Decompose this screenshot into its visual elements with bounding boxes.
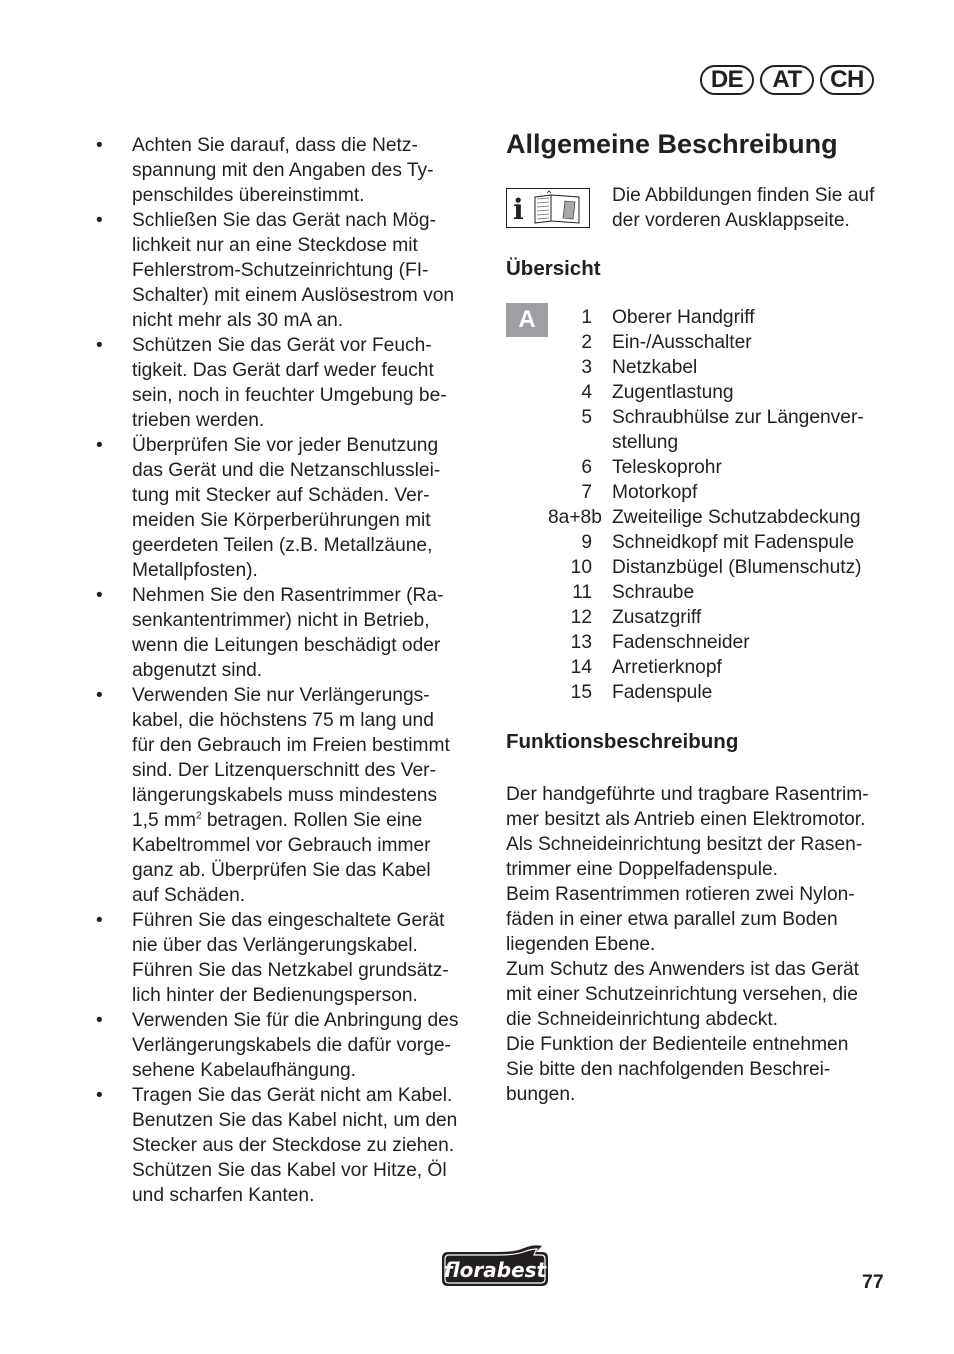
function-line: mer besitzt als Antrieb einen Elektromotor. <box>506 809 866 830</box>
legend-item <box>548 380 864 405</box>
function-line: Der handgeführte und tragbare Rasentrim- <box>506 784 869 805</box>
function-line: trimmer eine Doppelfadenspule. <box>506 859 778 880</box>
bullet-line: penschildes übereinstimmt. <box>132 185 365 206</box>
legend-item <box>548 405 864 455</box>
legend-label: Schraubhülse zur Längenver- <box>612 407 864 428</box>
legend-label: Teleskoprohr <box>612 457 722 478</box>
legend-label: Ein-/Ausschalter <box>612 332 752 353</box>
function-line: Sie bitte den nachfolgenden Beschrei- <box>506 1059 831 1080</box>
legend-item <box>548 655 864 680</box>
legend-label: Zweiteilige Schutzabdeckung <box>612 507 861 528</box>
info-line: der vorderen Ausklappseite. <box>612 210 850 231</box>
parts-list <box>548 305 864 705</box>
legend-number: 6 <box>581 457 592 478</box>
bullet-dot: • <box>96 1010 103 1031</box>
bullet-line: Schalter) mit einem Auslösestrom von <box>132 285 455 306</box>
function-line: Beim Rasentrimmen rotieren zwei Nylon- <box>506 884 855 905</box>
bullet-item <box>96 908 486 1008</box>
bullet-line: Benutzen Sie das Kabel nicht, um den <box>132 1110 458 1131</box>
bullet-line: Metallpfosten). <box>132 560 258 581</box>
bullet-line: meiden Sie Körperberührungen mit <box>132 510 431 531</box>
bullet-line-cross-section <box>132 808 486 833</box>
badge-ch: CH <box>820 65 874 95</box>
bullet-line: nie über das Verlängerungskabel. <box>132 935 418 956</box>
function-line: liegenden Ebene. <box>506 934 656 955</box>
figure-a-label: A <box>506 303 548 337</box>
legend-number: 4 <box>581 382 592 403</box>
book-info-icon <box>506 188 590 228</box>
legend-item <box>548 480 864 505</box>
function-line: Zum Schutz des Anwenders ist das Gerät <box>506 959 860 980</box>
bullet-line: nicht mehr als 30 mA an. <box>132 310 344 331</box>
legend-item <box>548 330 864 355</box>
legend-label: Zusatzgriff <box>612 607 702 628</box>
bullet-item <box>96 208 486 333</box>
logo-text: florabest <box>443 1258 547 1282</box>
parts-legend <box>506 305 906 705</box>
bullet-item <box>96 1008 486 1083</box>
bullet-item <box>96 133 486 208</box>
country-badges <box>700 65 874 95</box>
bullet-line: Verwenden Sie für die Anbringung des <box>132 1010 459 1031</box>
description-column <box>506 120 906 1107</box>
legend-number: 2 <box>581 332 592 353</box>
legend-item <box>548 630 864 655</box>
bullet-line: sind. Der Litzenquerschnitt des Ver- <box>132 760 436 781</box>
bullet-line: Kabeltrommel vor Gebrauch immer <box>132 835 431 856</box>
info-icon-letter: i <box>513 193 524 226</box>
bullet-dot: • <box>96 585 103 606</box>
bullet-line: senkantentrimmer) nicht in Betrieb, <box>132 610 430 631</box>
legend-label: Zugentlastung <box>612 382 734 403</box>
bullet-line: Schützen Sie das Gerät vor Feuch- <box>132 335 432 356</box>
overview-heading: Übersicht <box>506 257 601 280</box>
legend-number: 9 <box>581 532 592 553</box>
legend-label: Oberer Handgriff <box>612 307 755 328</box>
bullet-line: lichkeit nur an eine Steckdose mit <box>132 235 418 256</box>
badge-at: AT <box>760 65 814 95</box>
bullet-line: und scharfen Kanten. <box>132 1185 315 1206</box>
bullet-line: Tragen Sie das Gerät nicht am Kabel. <box>132 1085 453 1106</box>
function-line: Die Funktion der Bedienteile entnehmen <box>506 1034 849 1055</box>
function-line: Als Schneideinrichtung besitzt der Rasen- <box>506 834 863 855</box>
bullet-line: tigkeit. Das Gerät darf weder feucht <box>132 360 434 381</box>
legend-label: Netzkabel <box>612 357 698 378</box>
function-line: mit einer Schutzeinrichtung versehen, die <box>506 984 858 1005</box>
legend-item <box>548 580 864 605</box>
bullet-line: kabel, die höchstens 75 m lang und <box>132 710 434 731</box>
bullet-line: Führen Sie das eingeschaltete Gerät <box>132 910 445 931</box>
bullet-item <box>96 683 486 908</box>
bullet-line: für den Gebrauch im Freien bestimmt <box>132 735 450 756</box>
info-text <box>612 183 874 233</box>
bullet-line: das Gerät und die Netzanschlusslei- <box>132 460 441 481</box>
bullet-dot: • <box>96 435 103 456</box>
bullet-dot: • <box>96 910 103 931</box>
bullet-line: Stecker aus der Steckdose zu ziehen. <box>132 1135 455 1156</box>
legend-label: Fadenschneider <box>612 632 750 653</box>
legend-label: stellung <box>612 432 679 453</box>
legend-item <box>548 530 864 555</box>
info-line: Die Abbildungen finden Sie auf <box>612 185 875 206</box>
bullet-dot: • <box>96 1085 103 1106</box>
bullet-line: lich hinter der Bedienungsperson. <box>132 985 418 1006</box>
bullet-line: Fehlerstrom-Schutzeinrichtung (FI- <box>132 260 429 281</box>
legend-item <box>548 505 864 530</box>
bullet-line: tung mit Stecker auf Schäden. Ver- <box>132 485 430 506</box>
bullet-item <box>96 433 486 583</box>
bullet-line: Achten Sie darauf, dass die Netz- <box>132 135 418 156</box>
safety-bullet-list <box>96 133 486 1208</box>
bullet-line: Verlängerungskabels die dafür vorge- <box>132 1035 451 1056</box>
bullet-line: sehene Kabelaufhängung. <box>132 1060 357 1081</box>
bullet-line: Schließen Sie das Gerät nach Mög- <box>132 210 436 231</box>
legend-number: 5 <box>581 407 592 428</box>
bullet-line: auf Schäden. <box>132 885 246 906</box>
legend-label: Fadenspule <box>612 682 713 703</box>
legend-number: 8a+8b <box>548 507 602 528</box>
legend-number: 13 <box>570 632 592 653</box>
bullet-line: Überprüfen Sie vor jeder Benutzung <box>132 435 439 456</box>
legend-label: Schraube <box>612 582 695 603</box>
legend-item <box>548 605 864 630</box>
legend-item <box>548 455 864 480</box>
bullet-dot: • <box>96 335 103 356</box>
bullet-item <box>96 333 486 433</box>
badge-de: DE <box>700 65 754 95</box>
function-line: bungen. <box>506 1084 576 1105</box>
info-note <box>506 183 906 233</box>
cross-section-text: betragen. Rollen Sie eine <box>201 810 423 831</box>
legend-number: 11 <box>572 582 592 603</box>
bullet-item <box>96 583 486 683</box>
legend-number: 14 <box>570 657 592 678</box>
legend-number: 12 <box>570 607 592 628</box>
bullet-line: trieben werden. <box>132 410 265 431</box>
legend-label: Distanzbügel (Blumenschutz) <box>612 557 862 578</box>
bullet-line: Verwenden Sie nur Verlängerungs- <box>132 685 430 706</box>
legend-item <box>548 355 864 380</box>
bullet-dot: • <box>96 210 103 231</box>
page-number: 77 <box>862 1271 884 1293</box>
florabest-logo <box>438 1244 552 1295</box>
superscript-2: 2 <box>195 810 202 822</box>
legend-number: 3 <box>581 357 592 378</box>
function-heading: Funktionsbeschreibung <box>506 730 739 753</box>
bullet-line: Schützen Sie das Kabel vor Hitze, Öl <box>132 1160 447 1181</box>
bullet-line: spannung mit den Angaben des Ty- <box>132 160 434 181</box>
bullet-line: Nehmen Sie den Rasentrimmer (Ra- <box>132 585 444 606</box>
function-line: fäden in einer etwa parallel zum Boden <box>506 909 838 930</box>
bullet-line: Führen Sie das Netzkabel grundsätz- <box>132 960 449 981</box>
legend-item <box>548 555 864 580</box>
bullet-line: sein, noch in feuchter Umgebung be- <box>132 385 447 406</box>
bullet-dot: • <box>96 135 103 156</box>
legend-item <box>548 680 864 705</box>
legend-number: 1 <box>581 307 592 328</box>
bullet-line: ganz ab. Überprüfen Sie das Kabel <box>132 860 431 881</box>
bullet-dot: • <box>96 685 103 706</box>
legend-item <box>548 305 864 330</box>
cross-section-value: 1,5 mm <box>132 810 196 831</box>
legend-label: Schneidkopf mit Fadenspule <box>612 532 855 553</box>
legend-number: 7 <box>581 482 592 503</box>
legend-label: Motorkopf <box>612 482 698 503</box>
bullet-line: abgenutzt sind. <box>132 660 263 681</box>
legend-label: Arretierknopf <box>612 657 722 678</box>
legend-number: 10 <box>570 557 592 578</box>
function-line: die Schneideinrichtung abdeckt. <box>506 1009 779 1030</box>
bullet-line: längerungskabels muss mindestens <box>132 785 438 806</box>
bullet-line: geerdeten Teilen (z.B. Metallzäune, <box>132 535 433 556</box>
section-title: Allgemeine Beschreibung <box>506 129 838 159</box>
function-description <box>506 782 906 1107</box>
legend-number: 15 <box>570 682 592 703</box>
bullet-line: wenn die Leitungen beschädigt oder <box>132 635 441 656</box>
bullet-item <box>96 1083 486 1208</box>
